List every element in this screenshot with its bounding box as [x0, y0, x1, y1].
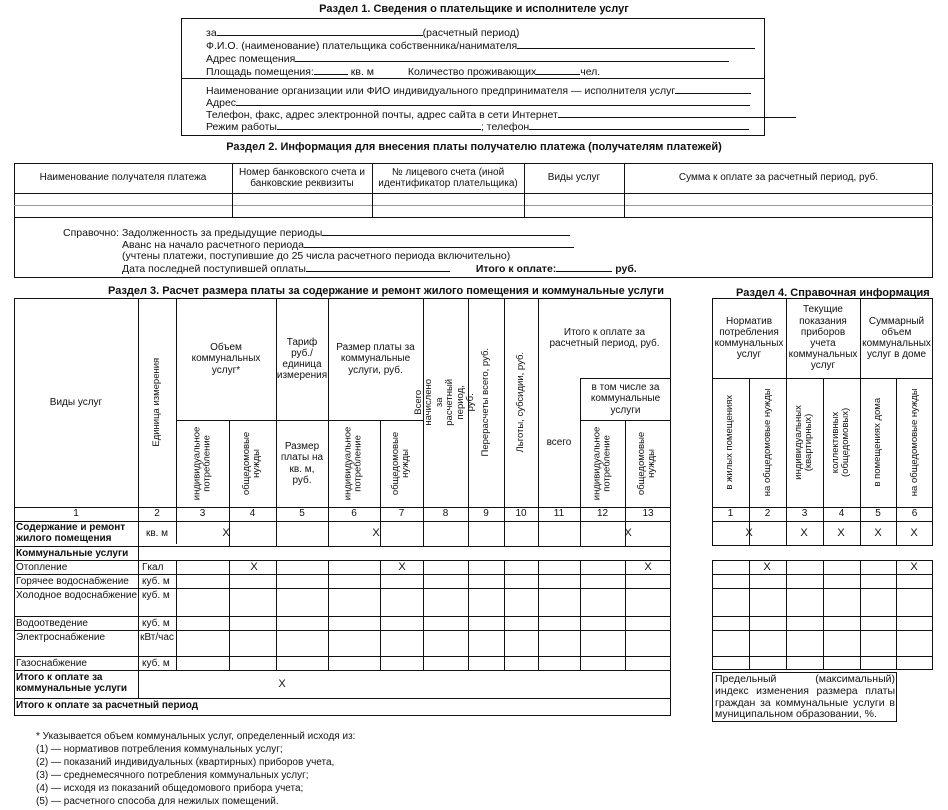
s3-colnum: 3	[199, 508, 206, 520]
s3-vline	[580, 560, 581, 670]
s3-h-total-incl: в том числе за коммунальные услуги	[590, 382, 661, 416]
x-mark: X	[763, 561, 771, 573]
s3-row-utilities: Коммунальные услуги	[16, 548, 129, 559]
s3-h-tariff: Тариф руб./единица измерения	[276, 336, 328, 382]
period-label: за	[206, 27, 217, 39]
x-mark: X	[910, 527, 918, 539]
footnote-item: (4) — исходя из показаний общедомового прибора учета;	[36, 783, 304, 794]
s3-h-benefits-cell	[504, 298, 538, 507]
period-hint: (расчетный период)	[422, 27, 520, 39]
s3-vline	[176, 560, 177, 670]
s3-h-total-common: общедомовые нужды	[636, 431, 658, 496]
org-label: Наименование организации или ФИО индивидуального предпринимателя — исполнителя услуг	[206, 85, 676, 97]
area-line	[206, 65, 600, 78]
s3-h-total-all: всего	[546, 436, 572, 448]
s3-h-size-common: общедомовые нужды	[390, 431, 412, 496]
s4-vline	[749, 560, 750, 670]
s3-vline	[229, 560, 230, 670]
last-payment-line	[122, 262, 637, 275]
advance-field[interactable]	[304, 238, 574, 248]
s3-h-volume-ind-cell	[176, 420, 229, 507]
section2-header-bottom	[14, 193, 933, 194]
period-line	[206, 26, 519, 39]
s3-row-total-utilities: Итого к оплате за коммунальные услуги	[16, 672, 128, 694]
residents-unit: чел.	[580, 66, 601, 78]
s2-h-recipient: Наименование получателя платежа	[39, 172, 207, 184]
s4-sub-cell	[786, 378, 823, 507]
address-label: Адрес помещения	[206, 53, 296, 65]
s4-colnum: 3	[801, 508, 808, 520]
area-unit: кв. м	[350, 66, 374, 78]
s3-h-services: Виды услуг	[49, 396, 103, 408]
s3-hline	[14, 670, 671, 671]
s3-h-recalc: Перерасчеты всего, руб.	[479, 348, 491, 457]
total-field[interactable]	[556, 262, 612, 272]
section2-rows-bottom	[14, 217, 933, 218]
s3-colnum: 5	[299, 508, 305, 520]
s3-row-hot-water-unit: куб. м	[142, 576, 170, 587]
s3-row-gas-unit: куб. м	[142, 658, 170, 669]
last-payment-label: Дата последней поступившей оплаты	[122, 263, 306, 275]
s3-colnum: 9	[483, 508, 489, 520]
footnote-lead: * Указывается объем коммунальных услуг, определенный исходя из:	[36, 731, 356, 742]
s3-h-total-ind: индивидуальное потребление	[591, 426, 613, 501]
s4-h-current: Текущие показания приборов учета коммунальных услуг	[788, 304, 858, 372]
s4-sub-house-common: на общедомовые нужды	[908, 388, 920, 497]
address-field[interactable]	[295, 52, 729, 62]
note-line: (учтены платежи, поступившие до 25 числа расчетного периода включительно)	[122, 250, 511, 262]
s3-row-total-period: Итого к оплате за расчетный период	[16, 700, 199, 711]
s3-h-benefits: Льготы, субсидии, руб.	[514, 352, 526, 453]
x-mark: X	[222, 527, 230, 539]
s3-hline	[14, 630, 671, 631]
s4-sub-house: в помещениях дома	[871, 398, 883, 487]
s3-h-recalc-cell	[468, 298, 504, 507]
x-mark: X	[800, 527, 808, 539]
s4-sub-individual: индивидуальных (квартирных)	[793, 405, 815, 480]
payer-fio-field[interactable]	[517, 39, 755, 49]
x-mark: X	[644, 561, 652, 573]
s2-h-bank: Номер банковского счета и банковские реквизиты	[239, 166, 365, 189]
area-label: Площадь помещения:	[206, 66, 314, 78]
s3-row-drainage: Водоотведение	[16, 618, 88, 629]
section1-title: Раздел 1. Сведения о плательщике и исполнителе услуг	[319, 3, 629, 15]
s3-row-maintenance-unit: кв. м	[145, 527, 169, 539]
residents-label: Количество проживающих	[407, 66, 537, 78]
s3-h-accrued-cell	[413, 298, 477, 507]
x-mark: X	[837, 527, 845, 539]
work-mode-field[interactable]	[277, 120, 481, 130]
s4-h-total-volume: Суммарный объем коммунальных услуг в доме	[862, 315, 931, 361]
s3-h-volume-common: общедомовые нужды	[241, 431, 263, 496]
s3-h-size-ind-cell	[328, 420, 380, 507]
s3-colnum: 6	[351, 508, 357, 520]
phone-label: ; телефон	[480, 121, 530, 133]
s3-row-hot-water: Горячее водоснабжение	[16, 576, 129, 587]
contacts-label: Телефон, факс, адрес электронной почты, адрес сайта в сети Интернет	[206, 109, 558, 121]
s3-h-volume: Объем коммунальных услуг*	[191, 342, 261, 376]
s3-h-total-common-cell	[625, 420, 671, 507]
payer-line	[206, 39, 755, 52]
area-field[interactable]	[314, 65, 348, 75]
last-payment-field[interactable]	[306, 262, 450, 272]
total-unit: руб.	[615, 263, 637, 275]
s3-vline	[380, 560, 381, 670]
residents-field[interactable]	[536, 65, 580, 75]
s3-hline	[14, 560, 671, 561]
work-mode-label: Режим работы	[206, 121, 277, 133]
s3-colnum: 11	[553, 508, 565, 520]
s3-row-drainage-unit: куб. м	[142, 618, 170, 629]
section2-row-line	[14, 205, 933, 206]
contacts-field[interactable]	[558, 108, 796, 118]
s4-vline	[896, 560, 897, 670]
s3-h-accrued: Всего начислено за расчетный период, руб.	[413, 379, 477, 426]
s3-h-size-ind: индивидуальное потребление	[342, 426, 365, 501]
footnote-item: (2) — показаний индивидуальных (квартирных) приборов учета,	[36, 757, 335, 768]
s4-sub-cell	[823, 378, 860, 507]
s3-h-tariff-sub: Размер платы на кв. м, руб.	[280, 441, 324, 486]
s4-colnum: 5	[875, 508, 881, 520]
s3-row-electricity: Электроснабжение	[16, 632, 106, 643]
s4-sub-cell	[860, 378, 896, 507]
s3-hline	[14, 656, 671, 657]
x-mark: X	[910, 561, 918, 573]
s4-sub-common: на общедомовые нужды	[761, 388, 773, 497]
s3-vline	[468, 560, 469, 670]
s4-h-norm: Норматив потребления коммунальных услуг	[714, 315, 784, 361]
s4-colnum: 1	[727, 508, 734, 520]
s3-colnum: 4	[249, 508, 256, 520]
s3-h-volume-common-cell	[229, 420, 276, 507]
s4-sub-living: в жилых помещениях	[724, 395, 736, 490]
s3-colnum: 8	[442, 508, 449, 520]
x-mark: X	[278, 678, 286, 690]
footnote-item: (1) — нормативов потребления коммунальных услуг;	[36, 744, 283, 755]
s4-vline	[786, 560, 787, 670]
org-field[interactable]	[675, 84, 751, 94]
s3-colnum: 1	[73, 508, 79, 520]
s2-h-account: № лицевого счета (иной идентификатор плательщика)	[378, 166, 518, 189]
period-field[interactable]	[217, 26, 423, 36]
s3-h-unit-cell	[138, 298, 176, 507]
s3-vline	[276, 560, 277, 670]
advance-label: Аванс на начало расчетного периода	[122, 239, 304, 251]
s3-row-cold-water-unit: куб. м	[142, 590, 170, 601]
s3-h-total-ind-cell	[580, 420, 625, 507]
s3-h-total: Итого к оплате за расчетный период, руб.	[549, 326, 660, 349]
s3-hline	[14, 588, 671, 589]
x-mark: X	[398, 561, 406, 573]
s3-row-maintenance: Содержание и ремонт жилого помещения	[16, 522, 126, 544]
section2-title: Раздел 2. Информация для внесения платы получателю платежа (получателям платежей)	[226, 141, 722, 153]
x-mark: X	[624, 527, 632, 539]
s3-row-cold-water: Холодное водоснабжение	[16, 590, 138, 601]
s3-vline	[423, 560, 424, 670]
debt-field[interactable]	[322, 226, 570, 236]
s3-hline	[14, 698, 671, 699]
x-mark: X	[874, 527, 882, 539]
s3-hline	[14, 616, 671, 617]
total-label: Итого к оплате:	[475, 263, 557, 275]
org-address-label: Адрес	[206, 97, 237, 109]
s3-h-size-common-cell	[380, 420, 423, 507]
s3-vline	[625, 560, 626, 670]
s3-colnum: 10	[515, 508, 527, 520]
s3-h-size: Размер платы за коммунальные услуги, руб.	[336, 342, 415, 376]
x-mark: X	[372, 527, 380, 539]
s3-h-unit: Единица измерения	[150, 358, 162, 447]
s4-sub-cell	[712, 378, 749, 507]
s4-colnum: 2	[764, 508, 771, 520]
s3-colnum: 7	[398, 508, 405, 520]
s3-vline	[538, 560, 539, 670]
s3-colnum: 2	[154, 508, 160, 520]
debt-label: Задолженность за предыдущие периоды	[121, 227, 323, 239]
section4-title: Раздел 4. Справочная информация	[736, 287, 930, 299]
s3-row-electricity-unit: кВт/час	[140, 632, 174, 643]
footnote-item: (3) — среднемесячного потребления коммунальных услуг;	[36, 770, 309, 781]
s2-h-sum: Сумма к оплате за расчетный период, руб.	[678, 172, 879, 184]
s3-colnum: 12	[596, 508, 609, 520]
s3-hline	[14, 546, 671, 547]
section4-limit: Предельный (максимальный) индекс изменения размера платы граждан за коммунальные услуги в муниципальном образовании, %.	[715, 673, 895, 721]
s4-sub-cell	[749, 378, 786, 507]
s4-vline	[823, 560, 824, 670]
s4-colnum: 6	[911, 508, 918, 520]
footnote-item: (5) — расчетного способа для нежилых помещений.	[36, 796, 279, 807]
s4-colnum: 4	[838, 508, 845, 520]
payer-fio-label: Ф.И.О. (наименование) плательщика собственника/нанимателя	[206, 40, 518, 52]
s2-h-services: Виды услуг	[547, 172, 601, 184]
s3-row-gas: Газоснабжение	[16, 658, 87, 669]
phone-field[interactable]	[529, 120, 749, 130]
s3-vline	[504, 560, 505, 670]
s3-colnum: 13	[642, 508, 654, 520]
s4-sub-cell	[896, 378, 933, 507]
work-mode-line	[206, 120, 749, 133]
s4-vline	[860, 560, 861, 670]
s4-sub-collective: коллективных (общедомовых)	[830, 407, 852, 478]
s3-vline	[328, 560, 329, 670]
section1-divider	[181, 78, 765, 79]
s3-row-heating: Отопление	[16, 562, 68, 573]
s3-hline	[14, 574, 671, 575]
x-mark: X	[745, 527, 753, 539]
section3-title: Раздел 3. Расчет размера платы за содержание и ремонт жилого помещения и коммунальные услуги	[108, 285, 665, 297]
ref-label: Справочно:	[63, 227, 120, 239]
org-address-field[interactable]	[236, 96, 750, 106]
x-mark: X	[250, 561, 258, 573]
s3-h-volume-ind: индивидуальное потребление	[191, 426, 213, 501]
s3-row-heating-unit: Гкал	[142, 562, 164, 573]
address-line	[206, 52, 729, 65]
